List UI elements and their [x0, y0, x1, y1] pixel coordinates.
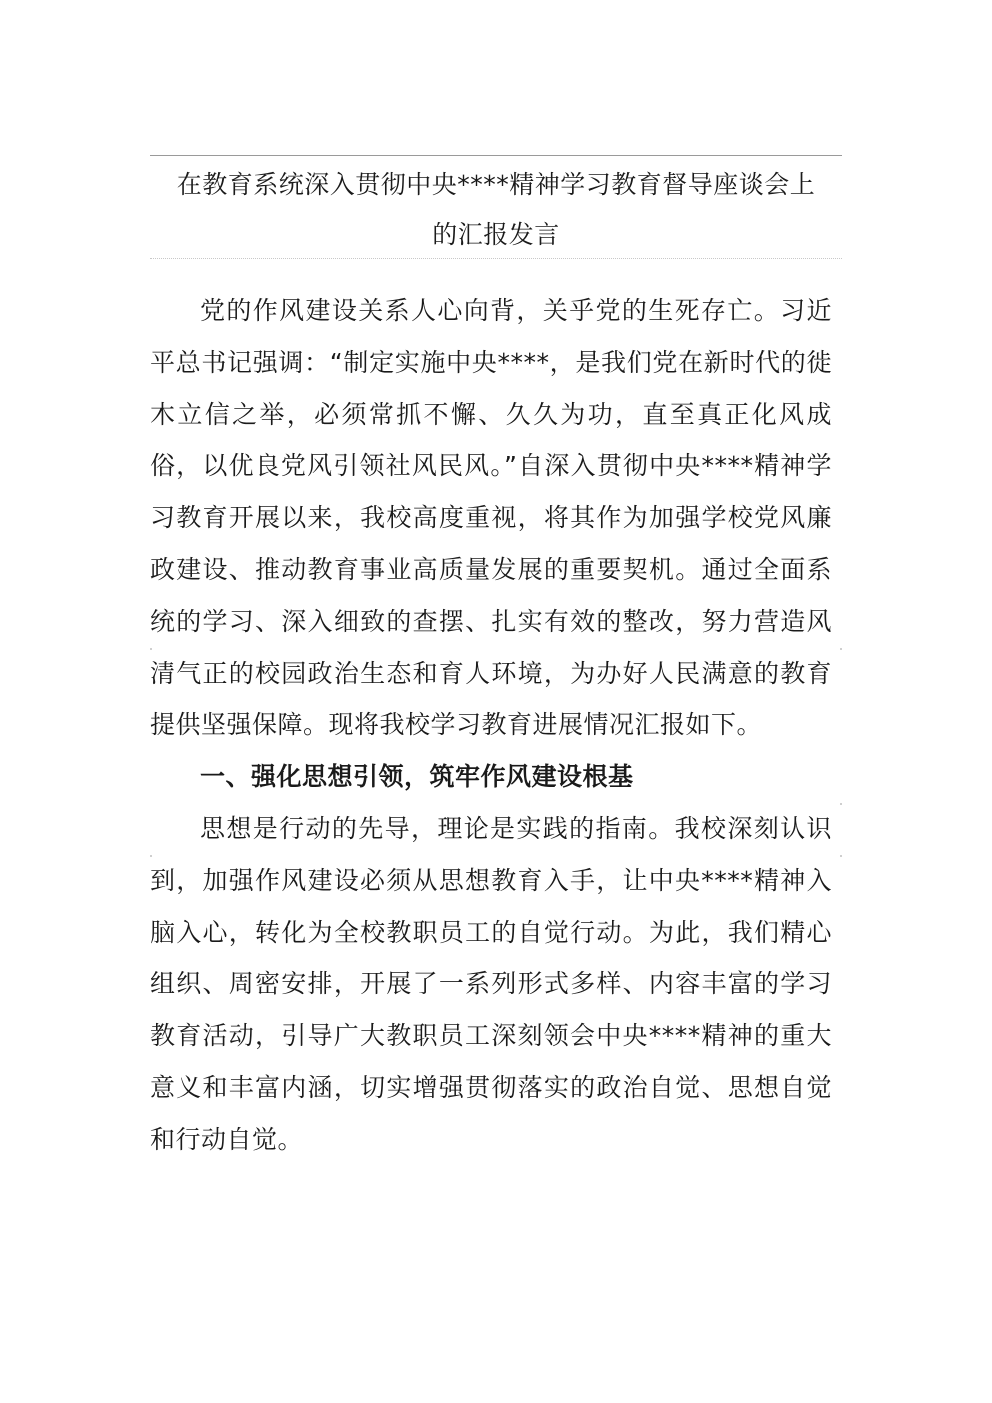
intro-paragraph: 党的作风建设关系人心向背，关乎党的生死存亡。习近平总书记强调：“制定实施中央****，是我们党在新时代的徙木立信之举，必须常抓不懈、久久为功，直至真正化风成俗，以优良党风引领社风民风。”自深入贯彻中央****精神学习教育开展以来，我校高度重视，将其作为加强学校党风廉政建设、推动教育事业高质量发展的重要契机。通过全面系统的学习、深入细致的查摆、扎实有效的整改，努力营造风清气正的校园政治生态和育人环境，为办好人民满意的教育提供坚强保障。现将我校学习教育进展情况汇报如下。	[150, 296, 832, 740]
document-body	[150, 285, 832, 1166]
title-top-rule	[150, 155, 842, 156]
margin-marker	[150, 855, 152, 857]
margin-marker	[150, 648, 152, 650]
section-paragraph: 思想是行动的先导，理论是实践的指南。我校深刻认识到，加强作风建设必须从思想教育入手，让中央****精神入脑入心，转化为全校教职员工的自觉行动。为此，我们精心组织、周密安排，开展了一系列形式多样、内容丰富的学习教育活动，引导广大教职员工深刻领会中央****精神的重大意义和丰富内涵，切实增强贯彻落实的政治自觉、思想自觉和行动自觉。	[150, 813, 832, 1154]
section-heading: 一、强化思想引领，筑牢作风建设根基	[200, 762, 634, 792]
title-bottom-rule	[150, 258, 842, 259]
margin-marker	[840, 803, 842, 805]
margin-marker	[840, 648, 842, 650]
margin-marker	[840, 855, 842, 857]
title-line-2: 的汇报发言	[432, 220, 560, 249]
document-title	[150, 160, 842, 260]
title-line-1: 在教育系统深入贯彻中央****精神学习教育督导座谈会上	[176, 170, 816, 199]
